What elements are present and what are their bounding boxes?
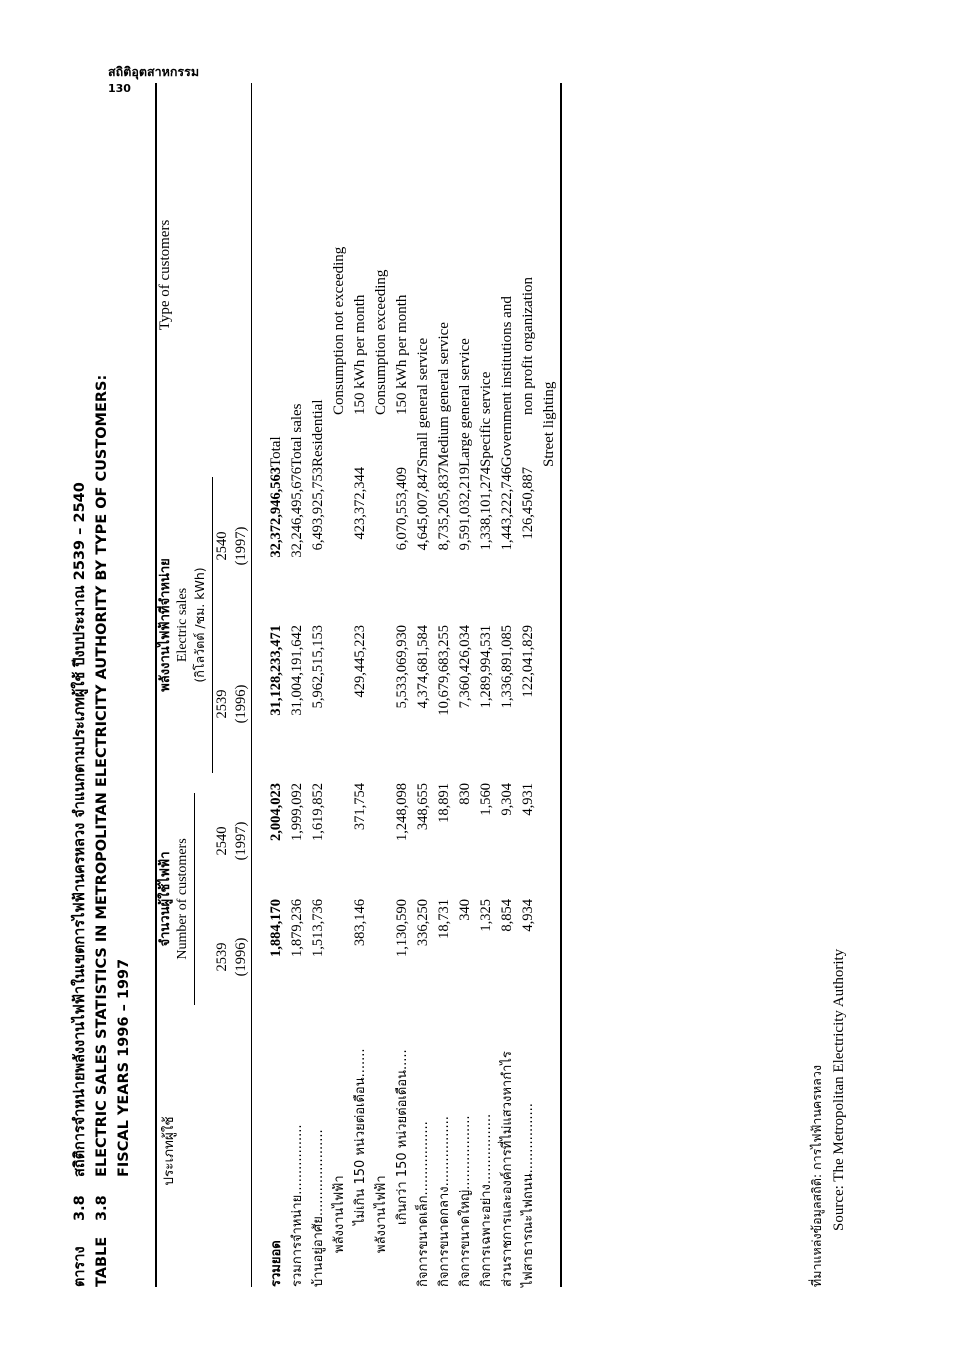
row-label-th: ไฟสาธารณะไฟถนน................. (521, 1102, 536, 1287)
row-label-en: Medium general service (436, 321, 452, 467)
header-type-th: ประเภทผู้ใช้ (161, 1115, 177, 1186)
source-note-thai: ที่มาแหล่งข้อมูลสถิติ: การไฟฟ้านครหลวง (809, 1064, 824, 1287)
table-row (392, 83, 413, 1287)
cell-sales-1997: 1,443,222,746 (499, 466, 515, 550)
title-english-label: TABLE (94, 1236, 110, 1287)
cell-customers-1996: 8,854 (499, 898, 515, 932)
cell-sales-1997 (329, 467, 350, 625)
row-label-en: Residential (310, 399, 326, 467)
cell-sales-1996: 7,360,426,034 (457, 624, 473, 708)
header-group-customers-en: Number of customers (175, 837, 190, 960)
row-label-th: พลังงานไฟฟ้า (332, 1174, 347, 1253)
title-thai-number: 3.8 (72, 1194, 88, 1221)
cell-sales-1996: 10,679,683,255 (436, 624, 452, 716)
cell-customers-1997 (539, 783, 560, 899)
header-year-sales-1997 (213, 467, 251, 625)
table-title-block (69, 87, 135, 1287)
cell-sales-1997: 126,450,887 (520, 466, 536, 539)
page-number: 130 (108, 82, 131, 95)
cell-customers-1997: 1,999,092 (289, 782, 305, 841)
table-row (455, 83, 476, 1287)
header-year-customers-1997 (213, 783, 251, 899)
table-row (371, 83, 392, 1287)
table-row (266, 83, 287, 1287)
cell-customers-1996: 340 (457, 898, 473, 921)
row-label-en: Street lighting (541, 381, 557, 467)
table-row (329, 83, 350, 1287)
header-group-sales-unit: (กิโลวัตต์ /ชม. kWh) (192, 566, 207, 683)
table-row (350, 83, 371, 1287)
cell-customers-1997: 830 (457, 782, 473, 805)
title-thai-row (69, 87, 91, 1287)
table-body (252, 83, 560, 1287)
cell-customers-1997 (371, 783, 392, 899)
cell-sales-1996: 5,533,069,930 (394, 624, 410, 708)
cell-sales-1996: 1,289,994,531 (478, 624, 494, 708)
header-type-en: Type of customers (157, 219, 173, 330)
cell-sales-1996: 429,445,223 (352, 624, 368, 697)
cell-customers-1996: 1,130,590 (394, 898, 410, 957)
cell-sales-1997: 32,372,946,563 (268, 466, 284, 558)
table-bottom-rule (560, 83, 562, 1287)
row-label-en: 150 kWh per month (394, 294, 410, 415)
table-row (413, 83, 434, 1287)
row-label-en: 150 kWh per month (352, 294, 368, 415)
header-year-ad-3: (1996) (233, 684, 249, 723)
table-row (308, 83, 329, 1287)
cell-customers-1996: 4,934 (520, 898, 536, 932)
cell-customers-1997: 9,304 (499, 782, 515, 816)
header-group-sales (157, 467, 213, 783)
row-label-th: กิจการขนาดกลาง................. (437, 1115, 452, 1287)
row-label-th: บ้านอยู่อาศัย..................... (311, 1128, 326, 1287)
cell-customers-1997: 371,754 (352, 782, 368, 830)
table-row (476, 83, 497, 1287)
cell-customers-1997: 2,004,023 (268, 782, 284, 841)
cell-customers-1997: 4,931 (520, 782, 536, 816)
table-row (518, 83, 539, 1287)
table-header (157, 83, 251, 1287)
table-row (497, 83, 518, 1287)
header-year-be-2: 2540 (214, 826, 230, 855)
cell-sales-1997 (539, 467, 560, 625)
row-label-th: กิจการขนาดใหญ่.................. (458, 1114, 473, 1287)
cell-customers-1996 (329, 899, 350, 1015)
cell-customers-1997: 18,891 (436, 782, 452, 823)
cell-sales-1997: 6,070,553,409 (394, 466, 410, 550)
header-group-sales-th: พลังงานไฟฟ้าที่จำหน่าย (158, 557, 173, 692)
table-row-spacer (252, 83, 266, 1287)
row-label-th: รวมการจำหน่าย................. (290, 1123, 305, 1287)
title-english-text: ELECTRIC SALES STATISTICS IN METROPOLITAN ELECTRICITY AUTHORITY BY TYPE OF CUSTOMERS: (94, 374, 110, 1177)
cell-customers-1997 (329, 783, 350, 899)
cell-customers-1996: 383,146 (352, 898, 368, 946)
cell-customers-1997: 1,560 (478, 782, 494, 816)
cell-sales-1996: 4,374,681,584 (415, 624, 431, 708)
row-label-th: เกินกว่า 150 หน่วยต่อเดือน..... (395, 1048, 410, 1225)
title-thai-text: สถิติการจำหน่ายพลังงานไฟฟ้าในเขตการไฟฟ้านครหลวง จำแนกตามประเภทผู้ใช้ ปีงบประมาณ 2539 – 2540 (72, 481, 88, 1177)
running-head: สถิติอุตสาหกรรม (108, 64, 200, 79)
cell-customers-1996: 1,879,236 (289, 898, 305, 957)
cell-sales-1997: 8,735,205,837 (436, 466, 452, 550)
cell-sales-1996 (539, 625, 560, 783)
header-year-ad-1: (1996) (233, 937, 249, 976)
row-label-en: Total sales (289, 402, 305, 467)
cell-sales-1997: 4,645,007,847 (415, 466, 431, 550)
header-year-be-3: 2539 (214, 689, 230, 718)
header-year-be-1: 2539 (214, 942, 230, 971)
cell-sales-1996 (371, 625, 392, 783)
row-label-en: Small general service (415, 337, 431, 467)
cell-customers-1996: 1,325 (478, 898, 494, 932)
row-label-en: Specific service (478, 371, 494, 467)
row-label-th: ส่วนราชการและองค์การที่ไม่แสวงหากำไร (500, 1050, 515, 1287)
cell-sales-1996: 31,128,233,471 (268, 624, 284, 716)
header-group-sales-en: Electric sales (175, 587, 190, 662)
row-label-th (539, 1015, 560, 1287)
cell-sales-1996: 31,004,191,642 (289, 624, 305, 716)
header-year-ad-4: (1997) (233, 526, 249, 565)
row-label-en: Total (268, 435, 284, 467)
cell-customers-1996: 1,513,736 (310, 898, 326, 957)
table-row (434, 83, 455, 1287)
cell-customers-1996: 18,731 (436, 898, 452, 939)
cell-sales-1997: 1,338,101,274 (478, 466, 494, 550)
cell-customers-1996: 1,884,170 (268, 898, 284, 957)
title-thai-label: ตาราง (72, 1245, 88, 1287)
header-year-customers-1996 (213, 899, 251, 1015)
cell-sales-1997: 32,246,495,676 (289, 466, 305, 558)
title-english-row (91, 87, 113, 1287)
table-notes (805, 87, 851, 1287)
header-year-sales-1996 (213, 625, 251, 783)
row-label-en: Consumption exceeding (373, 269, 389, 415)
row-label-en: Large general service (457, 337, 473, 467)
header-group-customers-rule (194, 793, 195, 1005)
row-label-th: ไม่เกิน 150 หน่วยต่อเดือน....... (353, 1047, 368, 1225)
cell-sales-1997: 423,372,344 (352, 466, 368, 539)
data-table (155, 83, 562, 1287)
row-label-th: กิจการเฉพาะอย่าง................. (479, 1113, 494, 1287)
row-label-th: พลังงานไฟฟ้า (374, 1174, 389, 1253)
header-group-customers (157, 783, 213, 1015)
cell-customers-1997: 1,619,852 (310, 782, 326, 841)
cell-sales-1997: 6,493,925,753 (310, 466, 326, 550)
header-year-be-4: 2540 (214, 531, 230, 560)
cell-customers-1996: 336,250 (415, 898, 431, 946)
row-label-en: non profit organization (520, 276, 536, 415)
cell-customers-1996 (371, 899, 392, 1015)
row-label-en: Consumption not exceeding (331, 246, 347, 415)
source-note-english: Source: The Metropolitan Electricity Authority (831, 948, 847, 1231)
row-label-en: Government institutions and (499, 295, 515, 467)
header-year-ad-2: (1997) (233, 821, 249, 860)
cell-sales-1996: 5,962,515,153 (310, 624, 326, 708)
title-english-subtext: FISCAL YEARS 1996 – 1997 (116, 958, 132, 1177)
cell-customers-1996 (539, 899, 560, 1015)
table-row (539, 83, 560, 1287)
cell-sales-1997 (371, 467, 392, 625)
header-group-customers-th: จำนวนผู้ใช้ไฟฟ้า (158, 850, 173, 947)
cell-customers-1997: 1,248,098 (394, 782, 410, 841)
row-label-th: กิจการขนาดเล็ก.................. (416, 1120, 431, 1287)
row-label-th: รวมยอด (269, 1239, 284, 1287)
cell-sales-1996 (329, 625, 350, 783)
title-english-number: 3.8 (94, 1194, 110, 1221)
cell-sales-1996: 122,041,829 (520, 624, 536, 697)
cell-sales-1997: 9,591,032,219 (457, 466, 473, 550)
table-row (287, 83, 308, 1287)
cell-sales-1996: 1,336,891,085 (499, 624, 515, 708)
cell-customers-1997: 348,655 (415, 782, 431, 830)
